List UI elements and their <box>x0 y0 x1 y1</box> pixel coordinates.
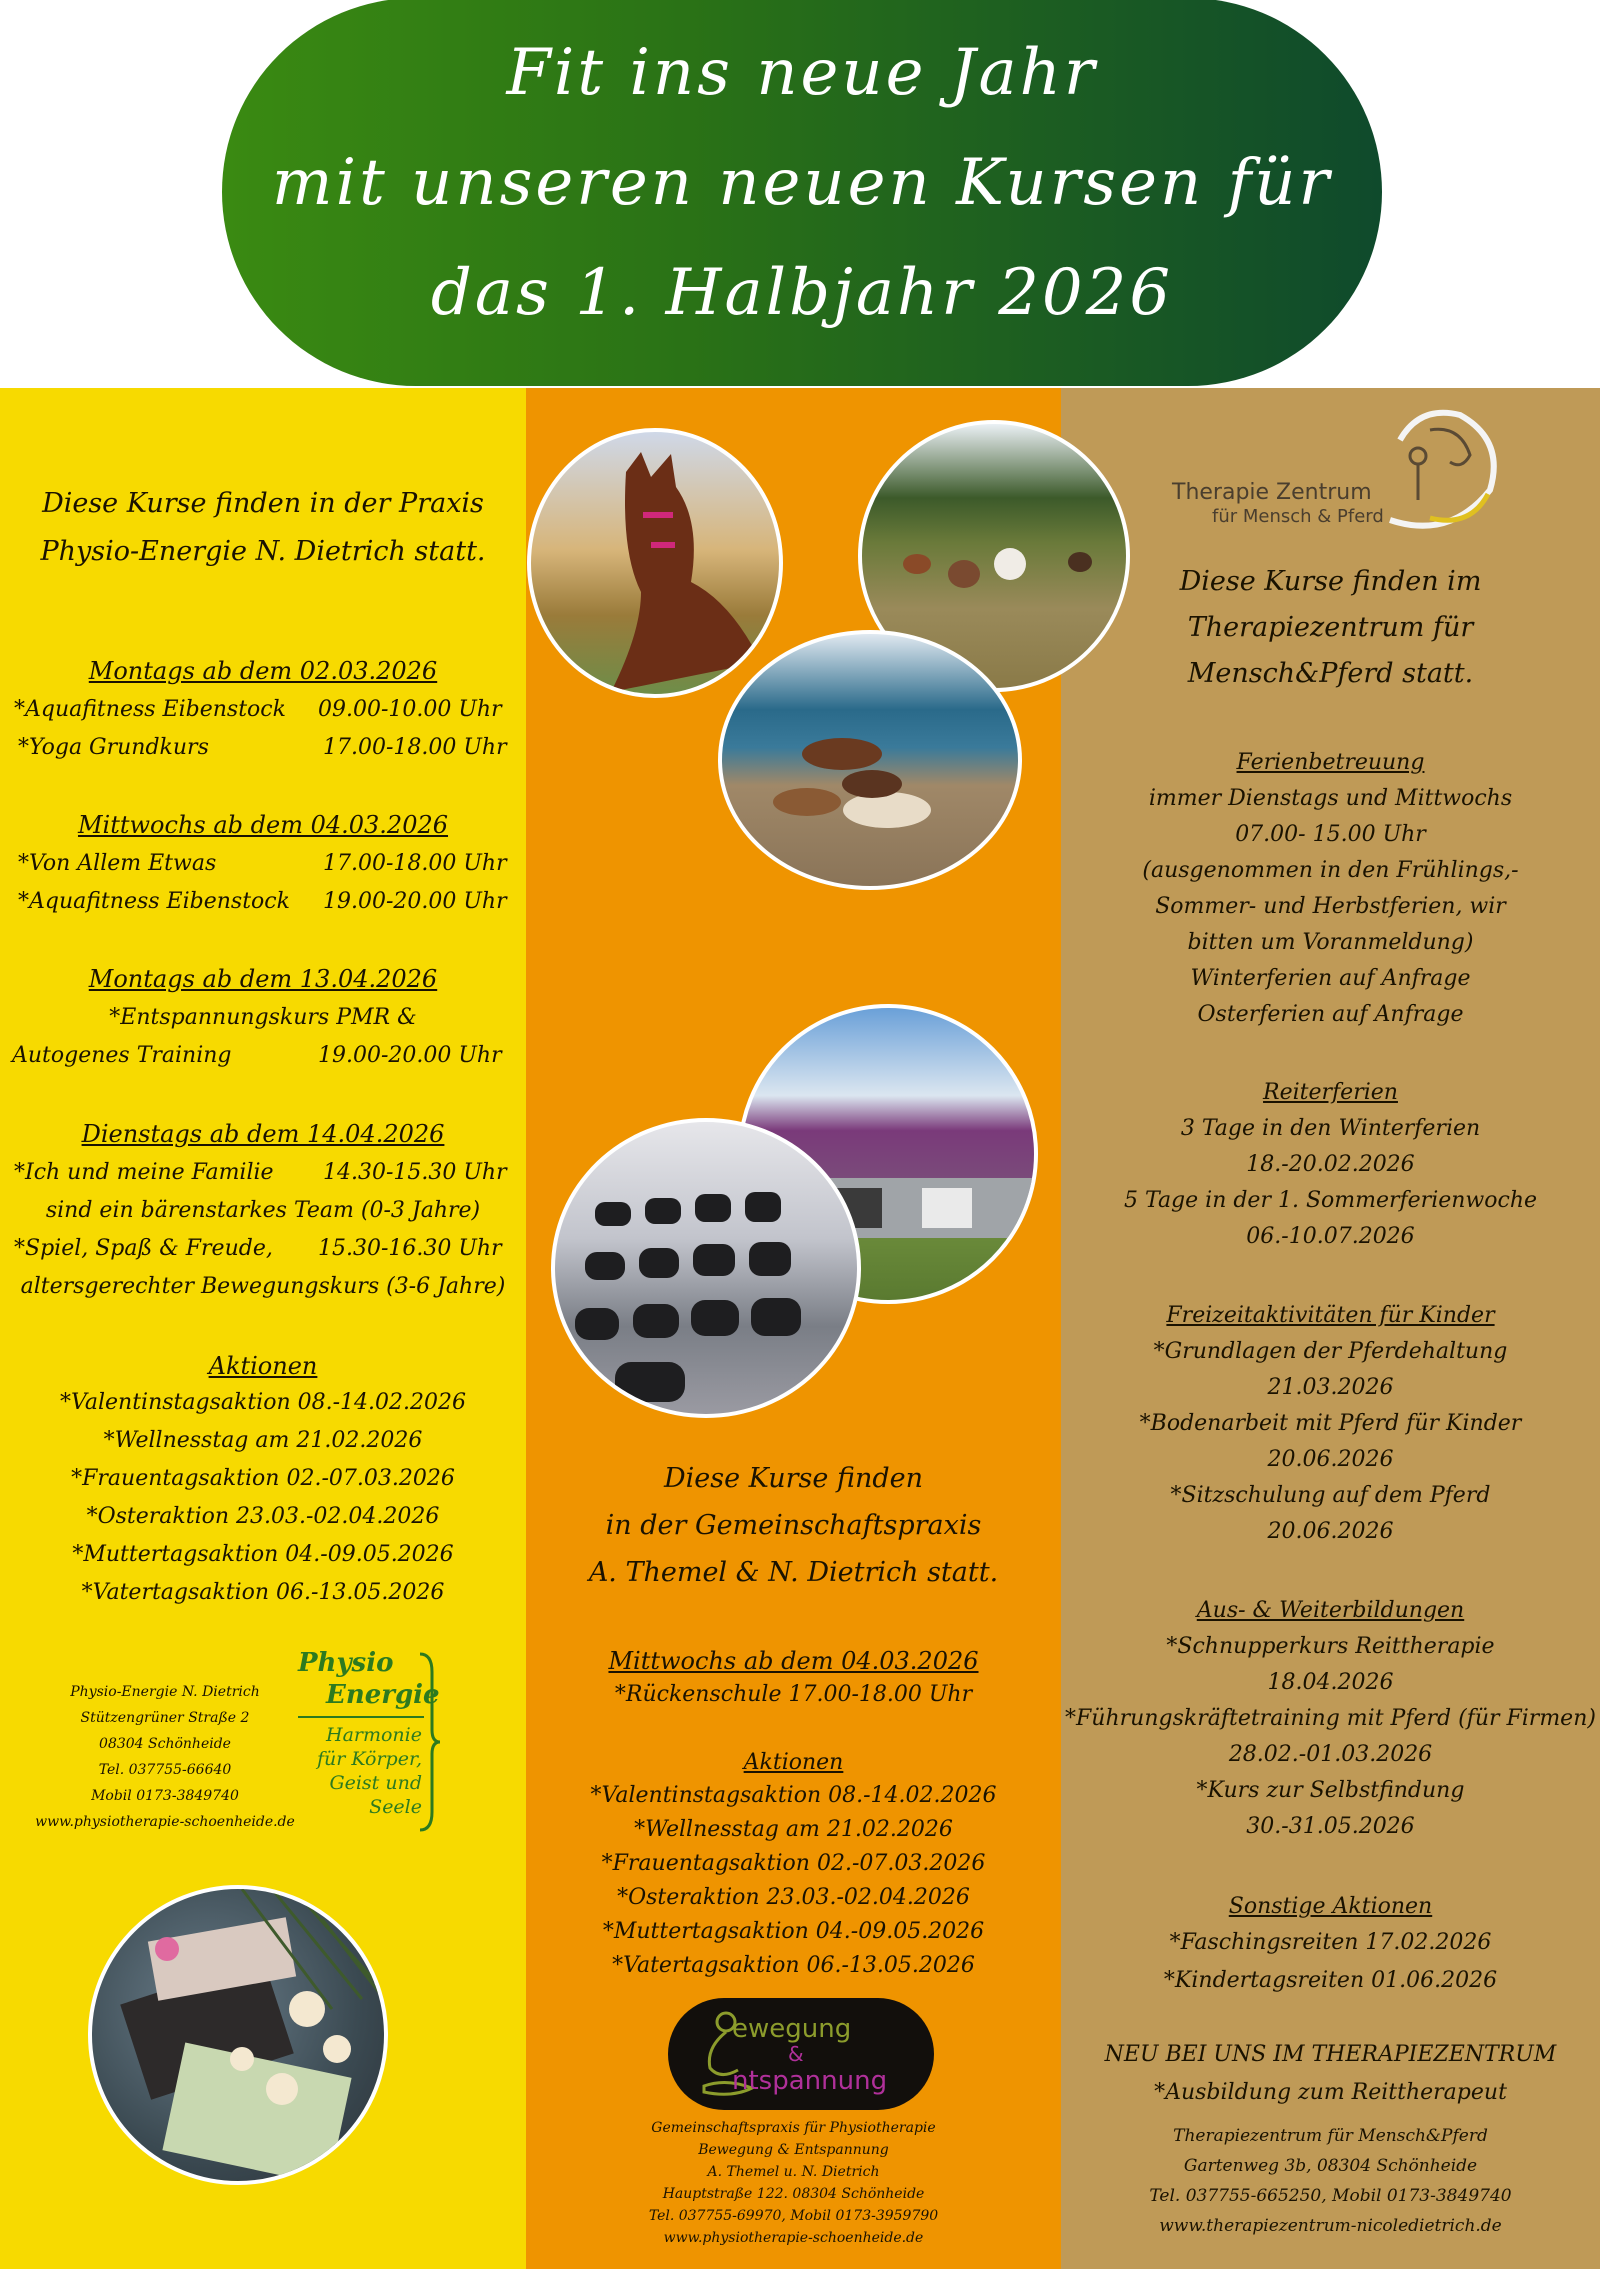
title-banner <box>222 0 1382 386</box>
left-block3-line-1: *Entspannungskurs PMR & <box>109 1005 417 1030</box>
right-s2-heading: Reiterferien <box>1263 1080 1398 1105</box>
right-s4-line: 18.04.2026 <box>1267 1670 1394 1695</box>
logo-bewegung-text: ewegung <box>732 2014 852 2044</box>
right-new-heading: NEU BEI UNS IM THERAPIEZENTRUM <box>1104 2042 1557 2067</box>
left-block2-heading: Mittwochs ab dem 04.03.2026 <box>77 811 449 839</box>
right-s1-line: 07.00- 15.00 Uhr <box>1235 822 1426 847</box>
left-address-website[interactable]: www.physiotherapie-schoenheide.de <box>35 1814 295 1830</box>
left-action-item: *Wellnesstag am 21.02.2026 <box>103 1428 423 1453</box>
right-address-line: Therapiezentrum für Mensch&Pferd <box>1173 2126 1488 2146</box>
left-block3-time: 19.00-20.00 Uhr <box>318 1043 502 1068</box>
right-s3-line: *Sitzschulung auf dem Pferd <box>1170 1483 1491 1508</box>
middle-action-item: *Osteraktion 23.03.-02.04.2026 <box>617 1885 970 1910</box>
logo-entspannung-text: ntspannung <box>732 2066 888 2096</box>
logo-tagline-1: Harmonie <box>326 1724 422 1746</box>
right-s2-line: 3 Tage in den Winterferien <box>1180 1116 1481 1141</box>
right-s4-line: 30.-31.05.2026 <box>1246 1814 1415 1839</box>
horse-portrait-image <box>527 428 783 698</box>
left-action-item: *Frauentagsaktion 02.-07.03.2026 <box>71 1466 455 1491</box>
logo-divider <box>298 1716 424 1718</box>
bewegung-entspannung-logo <box>668 1998 934 2110</box>
right-s2-line: 18.-20.02.2026 <box>1246 1152 1415 1177</box>
logo-physio-text: Physio <box>298 1648 394 1678</box>
right-s4-line: *Schnupperkurs Reittherapie <box>1166 1634 1495 1659</box>
left-block2-course-2: *Aquafitness Eibenstock <box>18 889 290 914</box>
left-address-line: Physio-Energie N. Dietrich <box>70 1684 260 1700</box>
left-block1-time-1: 09.00-10.00 Uhr <box>318 697 502 722</box>
right-address-website[interactable]: www.therapiezentrum-nicoledietrich.de <box>1159 2216 1502 2236</box>
middle-address-line: Bewegung & Entspannung <box>698 2142 889 2158</box>
therapie-zentrum-logo <box>1170 400 1520 536</box>
right-new-line: *Ausbildung zum Reittherapeut <box>1154 2080 1507 2105</box>
right-s2-line: 5 Tage in der 1. Sommerferienwoche <box>1123 1188 1538 1213</box>
middle-action-item: *Wellnesstag am 21.02.2026 <box>634 1817 953 1842</box>
right-s1-line: Osterferien auf Anfrage <box>1197 1002 1464 1027</box>
left-block4-time-2: 15.30-16.30 Uhr <box>318 1236 502 1261</box>
left-block3-heading: Montags ab dem 13.04.2026 <box>88 965 438 993</box>
middle-block-heading: Mittwochs ab dem 04.03.2026 <box>608 1647 979 1675</box>
middle-address-line: Tel. 037755-69970, Mobil 0173-3959790 <box>648 2208 939 2224</box>
right-s3-line: *Bodenarbeit mit Pferd für Kinder <box>1139 1411 1522 1436</box>
left-block1-time-2: 17.00-18.00 Uhr <box>323 735 507 760</box>
logo-tagline-3: Geist und <box>329 1772 422 1794</box>
gift-voucher-image <box>88 1885 388 2185</box>
left-block1-course-1: *Aquafitness Eibenstock <box>14 697 286 722</box>
middle-intro-line-3: A. Themel & N. Dietrich statt. <box>588 1557 999 1588</box>
left-address-line: Stützengrüner Straße 2 <box>80 1710 250 1726</box>
right-intro-line-2: Therapiezentrum für <box>1187 612 1474 643</box>
right-intro-line-3: Mensch&Pferd statt. <box>1187 658 1474 689</box>
right-s1-line: Winterferien auf Anfrage <box>1190 966 1471 991</box>
left-address-line: 08304 Schönheide <box>99 1736 231 1752</box>
right-s3-line: 21.03.2026 <box>1267 1375 1394 1400</box>
logo-tagline-4: Seele <box>369 1796 422 1818</box>
left-block1-course-2: *Yoga Grundkurs <box>18 735 209 760</box>
right-s4-line: *Kurs zur Selbstfindung <box>1196 1778 1465 1803</box>
left-block4-course-1: *Ich und meine Familie <box>14 1160 274 1185</box>
middle-address-line: Hauptstraße 122. 08304 Schönheide <box>662 2186 925 2202</box>
right-s3-line: 20.06.2026 <box>1267 1519 1394 1544</box>
left-action-item: *Vatertagsaktion 06.-13.05.2026 <box>81 1580 445 1605</box>
middle-action-item: *Vatertagsaktion 06.-13.05.2026 <box>612 1953 975 1978</box>
right-s4-line: 28.02.-01.03.2026 <box>1228 1742 1433 1767</box>
middle-block-course: *Rückenschule 17.00-18.00 Uhr <box>614 1682 973 1707</box>
left-block4-course-2: *Spiel, Spaß & Freude, <box>14 1236 273 1261</box>
left-block2-time-1: 17.00-18.00 Uhr <box>323 851 507 876</box>
right-s1-line: immer Dienstags und Mittwochs <box>1148 786 1513 811</box>
left-block4-course-2-desc: altersgerechter Bewegungskurs (3-6 Jahre) <box>20 1274 506 1299</box>
middle-action-item: *Valentinstagsaktion 08.-14.02.2026 <box>590 1783 997 1808</box>
right-s5-heading: Sonstige Aktionen <box>1228 1894 1433 1919</box>
right-s3-heading: Freizeitaktivitäten für Kinder <box>1166 1303 1495 1328</box>
right-s3-line: 20.06.2026 <box>1267 1447 1394 1472</box>
left-intro-line-1: Diese Kurse finden in der Praxis <box>42 488 484 519</box>
right-intro-line-1: Diese Kurse finden im <box>1179 566 1482 597</box>
horses-stable-image <box>718 630 1022 890</box>
left-block4-course-1-desc: sind ein bärenstarkes Team (0-3 Jahre) <box>45 1198 481 1223</box>
left-action-item: *Valentinstagsaktion 08.-14.02.2026 <box>60 1390 466 1415</box>
middle-address-line: A. Themel u. N. Dietrich <box>707 2164 880 2180</box>
middle-intro-line-1: Diese Kurse finden <box>663 1463 924 1494</box>
right-s5-line: *Faschingsreiten 17.02.2026 <box>1169 1930 1492 1955</box>
middle-action-item: *Frauentagsaktion 02.-07.03.2026 <box>601 1851 986 1876</box>
right-s4-line: *Führungskräftetraining mit Pferd (für Firmen) <box>1065 1706 1596 1731</box>
right-s1-line: Sommer- und Herbstferien, wir <box>1155 894 1506 919</box>
left-intro-line-2: Physio-Energie N. Dietrich statt. <box>40 536 486 567</box>
logo-ampersand: & <box>788 2042 804 2066</box>
left-block4-time-1: 14.30-15.30 Uhr <box>323 1160 507 1185</box>
right-address-line: Tel. 037755-665250, Mobil 0173-3849740 <box>1149 2186 1512 2206</box>
middle-action-item: *Muttertagsaktion 04.-09.05.2026 <box>602 1919 985 1944</box>
middle-address-line: Gemeinschaftspraxis für Physiotherapie <box>651 2120 936 2136</box>
left-block4-heading: Dienstags ab dem 14.04.2026 <box>81 1120 445 1148</box>
horse-head-icon <box>1370 400 1510 536</box>
logo-mensch-pferd-text: für Mensch & Pferd <box>1212 506 1384 527</box>
title-line-3: das 1. Halbjahr 2026 <box>430 256 1174 330</box>
logo-therapie-zentrum-text: Therapie Zentrum <box>1172 480 1372 505</box>
left-block2-time-2: 19.00-20.00 Uhr <box>323 889 507 914</box>
right-s2-line: 06.-10.07.2026 <box>1246 1224 1415 1249</box>
middle-actions-heading: Aktionen <box>743 1750 844 1775</box>
right-address-line: Gartenweg 3b, 08304 Schönheide <box>1183 2156 1478 2176</box>
middle-intro-line-2: in der Gemeinschaftspraxis <box>605 1510 982 1541</box>
left-block1-heading: Montags ab dem 02.03.2026 <box>88 657 438 685</box>
logo-tagline-2: für Körper, <box>316 1748 422 1770</box>
right-s5-line: *Kindertagsreiten 01.06.2026 <box>1163 1968 1498 1993</box>
right-s3-line: *Grundlagen der Pferdehaltung <box>1153 1339 1508 1364</box>
physio-energie-logo <box>296 1648 446 1838</box>
left-action-item: *Muttertagsaktion 04.-09.05.2026 <box>72 1542 454 1567</box>
title-line-1: Fit ins neue Jahr <box>506 36 1098 110</box>
left-action-item: *Osteraktion 23.03.-02.04.2026 <box>86 1504 440 1529</box>
gym-dumbbells-image <box>551 1118 861 1418</box>
logo-brace-icon <box>418 1652 442 1832</box>
left-address-line: Tel. 037755-66640 <box>98 1762 232 1778</box>
right-s1-line: bitten um Voranmeldung) <box>1187 930 1474 955</box>
logo-energie-text: Energie <box>326 1680 440 1710</box>
right-s1-line: (ausgenommen in den Frühlings,- <box>1142 858 1519 883</box>
left-actions-heading: Aktionen <box>208 1352 318 1380</box>
middle-address-website[interactable]: www.physiotherapie-schoenheide.de <box>663 2230 924 2246</box>
title-line-2: mit unseren neuen Kursen für <box>271 146 1333 220</box>
right-s4-heading: Aus- & Weiterbildungen <box>1196 1598 1465 1623</box>
left-block2-course-1: *Von Allem Etwas <box>18 851 217 876</box>
right-s1-heading: Ferienbetreuung <box>1236 750 1425 775</box>
left-address-line: Mobil 0173-3849740 <box>91 1788 239 1804</box>
left-block3-course: Autogenes Training <box>12 1043 232 1068</box>
